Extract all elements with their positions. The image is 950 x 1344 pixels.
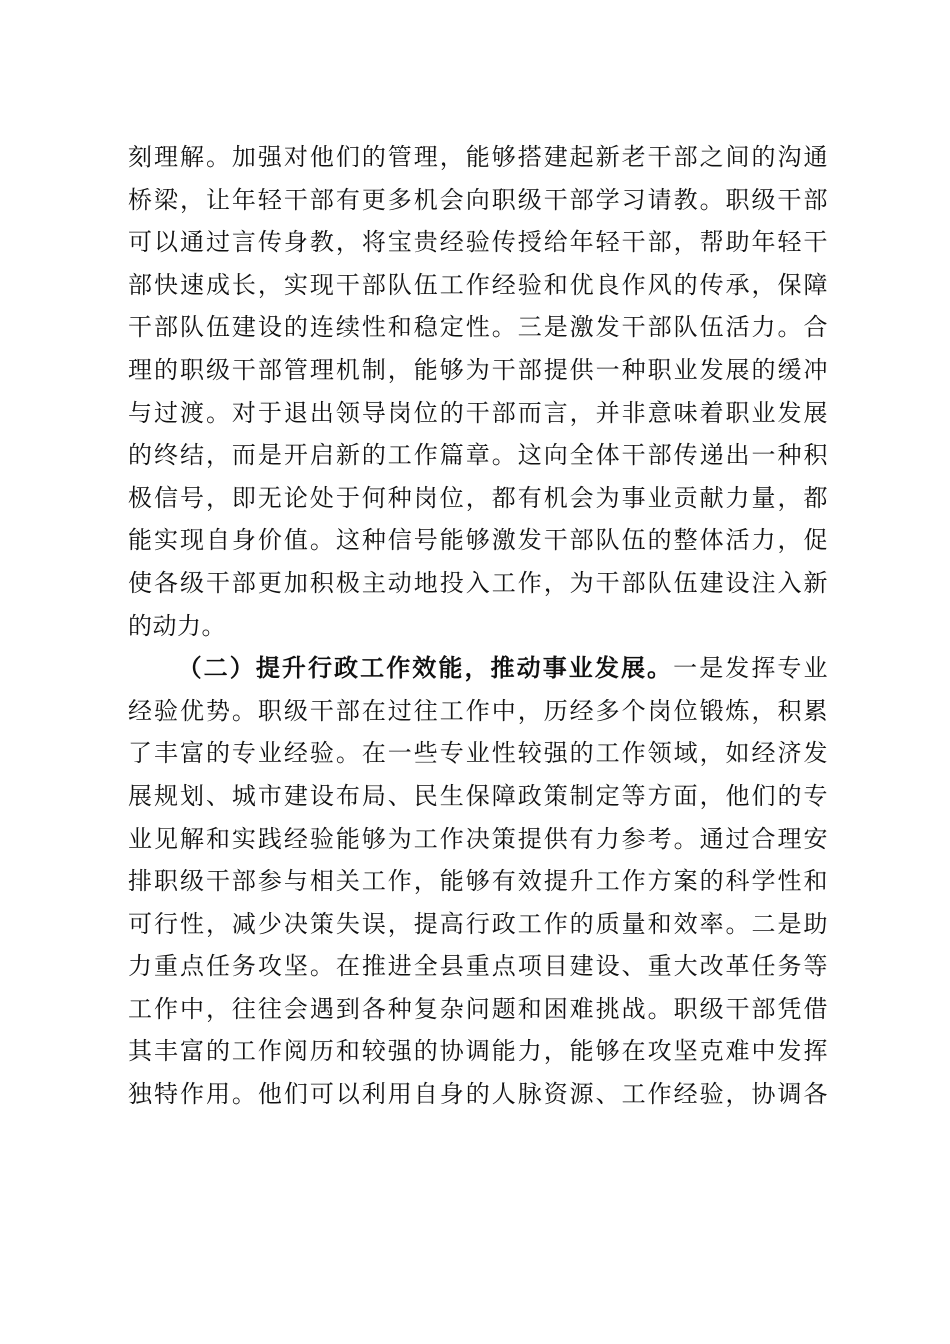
text-line: 刻理解。加强对他们的管理，能够搭建起新老干部之间的沟通 [128, 143, 828, 171]
text-line: 桥梁，让年轻干部有更多机会向职级干部学习请教。职级干部 [128, 185, 828, 214]
text-line: 的终结，而是开启新的工作篇章。这向全体干部传递出一种积 [128, 441, 828, 470]
text-line: 能实现自身价值。这种信号能够激发干部队伍的整体活力，促 [128, 526, 828, 555]
text-line: 其丰富的工作阅历和较强的协调能力，能够在攻坚克难中发挥 [128, 1037, 828, 1066]
text-line: 理的职级干部管理机制，能够为干部提供一种职业发展的缓冲 [128, 355, 828, 384]
text-line: 使各级干部更加积极主动地投入工作，为干部队伍建设注入新 [128, 568, 828, 597]
text-line: 可行性，减少决策失误，提高行政工作的质量和效率。二是助 [128, 909, 828, 938]
paragraph-2-first-line [128, 647, 828, 690]
text-line: 可以通过言传身教，将宝贵经验传授给年轻干部，帮助年轻干 [128, 228, 828, 257]
body-text [128, 136, 828, 1116]
text-line: 排职级干部参与相关工作，能够有效提升工作方案的科学性和 [128, 867, 828, 896]
text-line: 极信号，即无论处于何种岗位，都有机会为事业贡献力量，都 [128, 483, 828, 512]
paragraph-2 [128, 647, 828, 1116]
text-line: 独特作用。他们可以利用自身的人脉资源、工作经验，协调各 [128, 1080, 828, 1109]
text-span: 一是发挥专业 [673, 654, 829, 683]
text-line: 业见解和实践经验能够为工作决策提供有力参考。通过合理安 [128, 824, 828, 853]
text-line: 了丰富的专业经验。在一些专业性较强的工作领域，如经济发 [128, 739, 828, 768]
text-line: 干部队伍建设的连续性和稳定性。三是激发干部队伍活力。合 [128, 313, 828, 342]
section-heading: （二）提升行政工作效能，推动事业发展。 [176, 653, 674, 683]
text-line: 工作中，往往会遇到各种复杂问题和困难挑战。职级干部凭借 [128, 994, 828, 1023]
text-line: 与过渡。对于退出领导岗位的干部而言，并非意味着职业发展 [128, 398, 828, 427]
paragraph-1 [128, 136, 828, 647]
text-line: 展规划、城市建设布局、民生保障政策制定等方面，他们的专 [128, 781, 828, 810]
text-line: 的动力。 [128, 611, 226, 640]
text-line: 力重点任务攻坚。在推进全县重点项目建设、重大改革任务等 [128, 952, 828, 981]
text-line: 部快速成长，实现干部队伍工作经验和优良作风的传承，保障 [128, 270, 828, 299]
text-line: 经验优势。职级干部在过往工作中，历经多个岗位锻炼，积累 [128, 696, 828, 725]
